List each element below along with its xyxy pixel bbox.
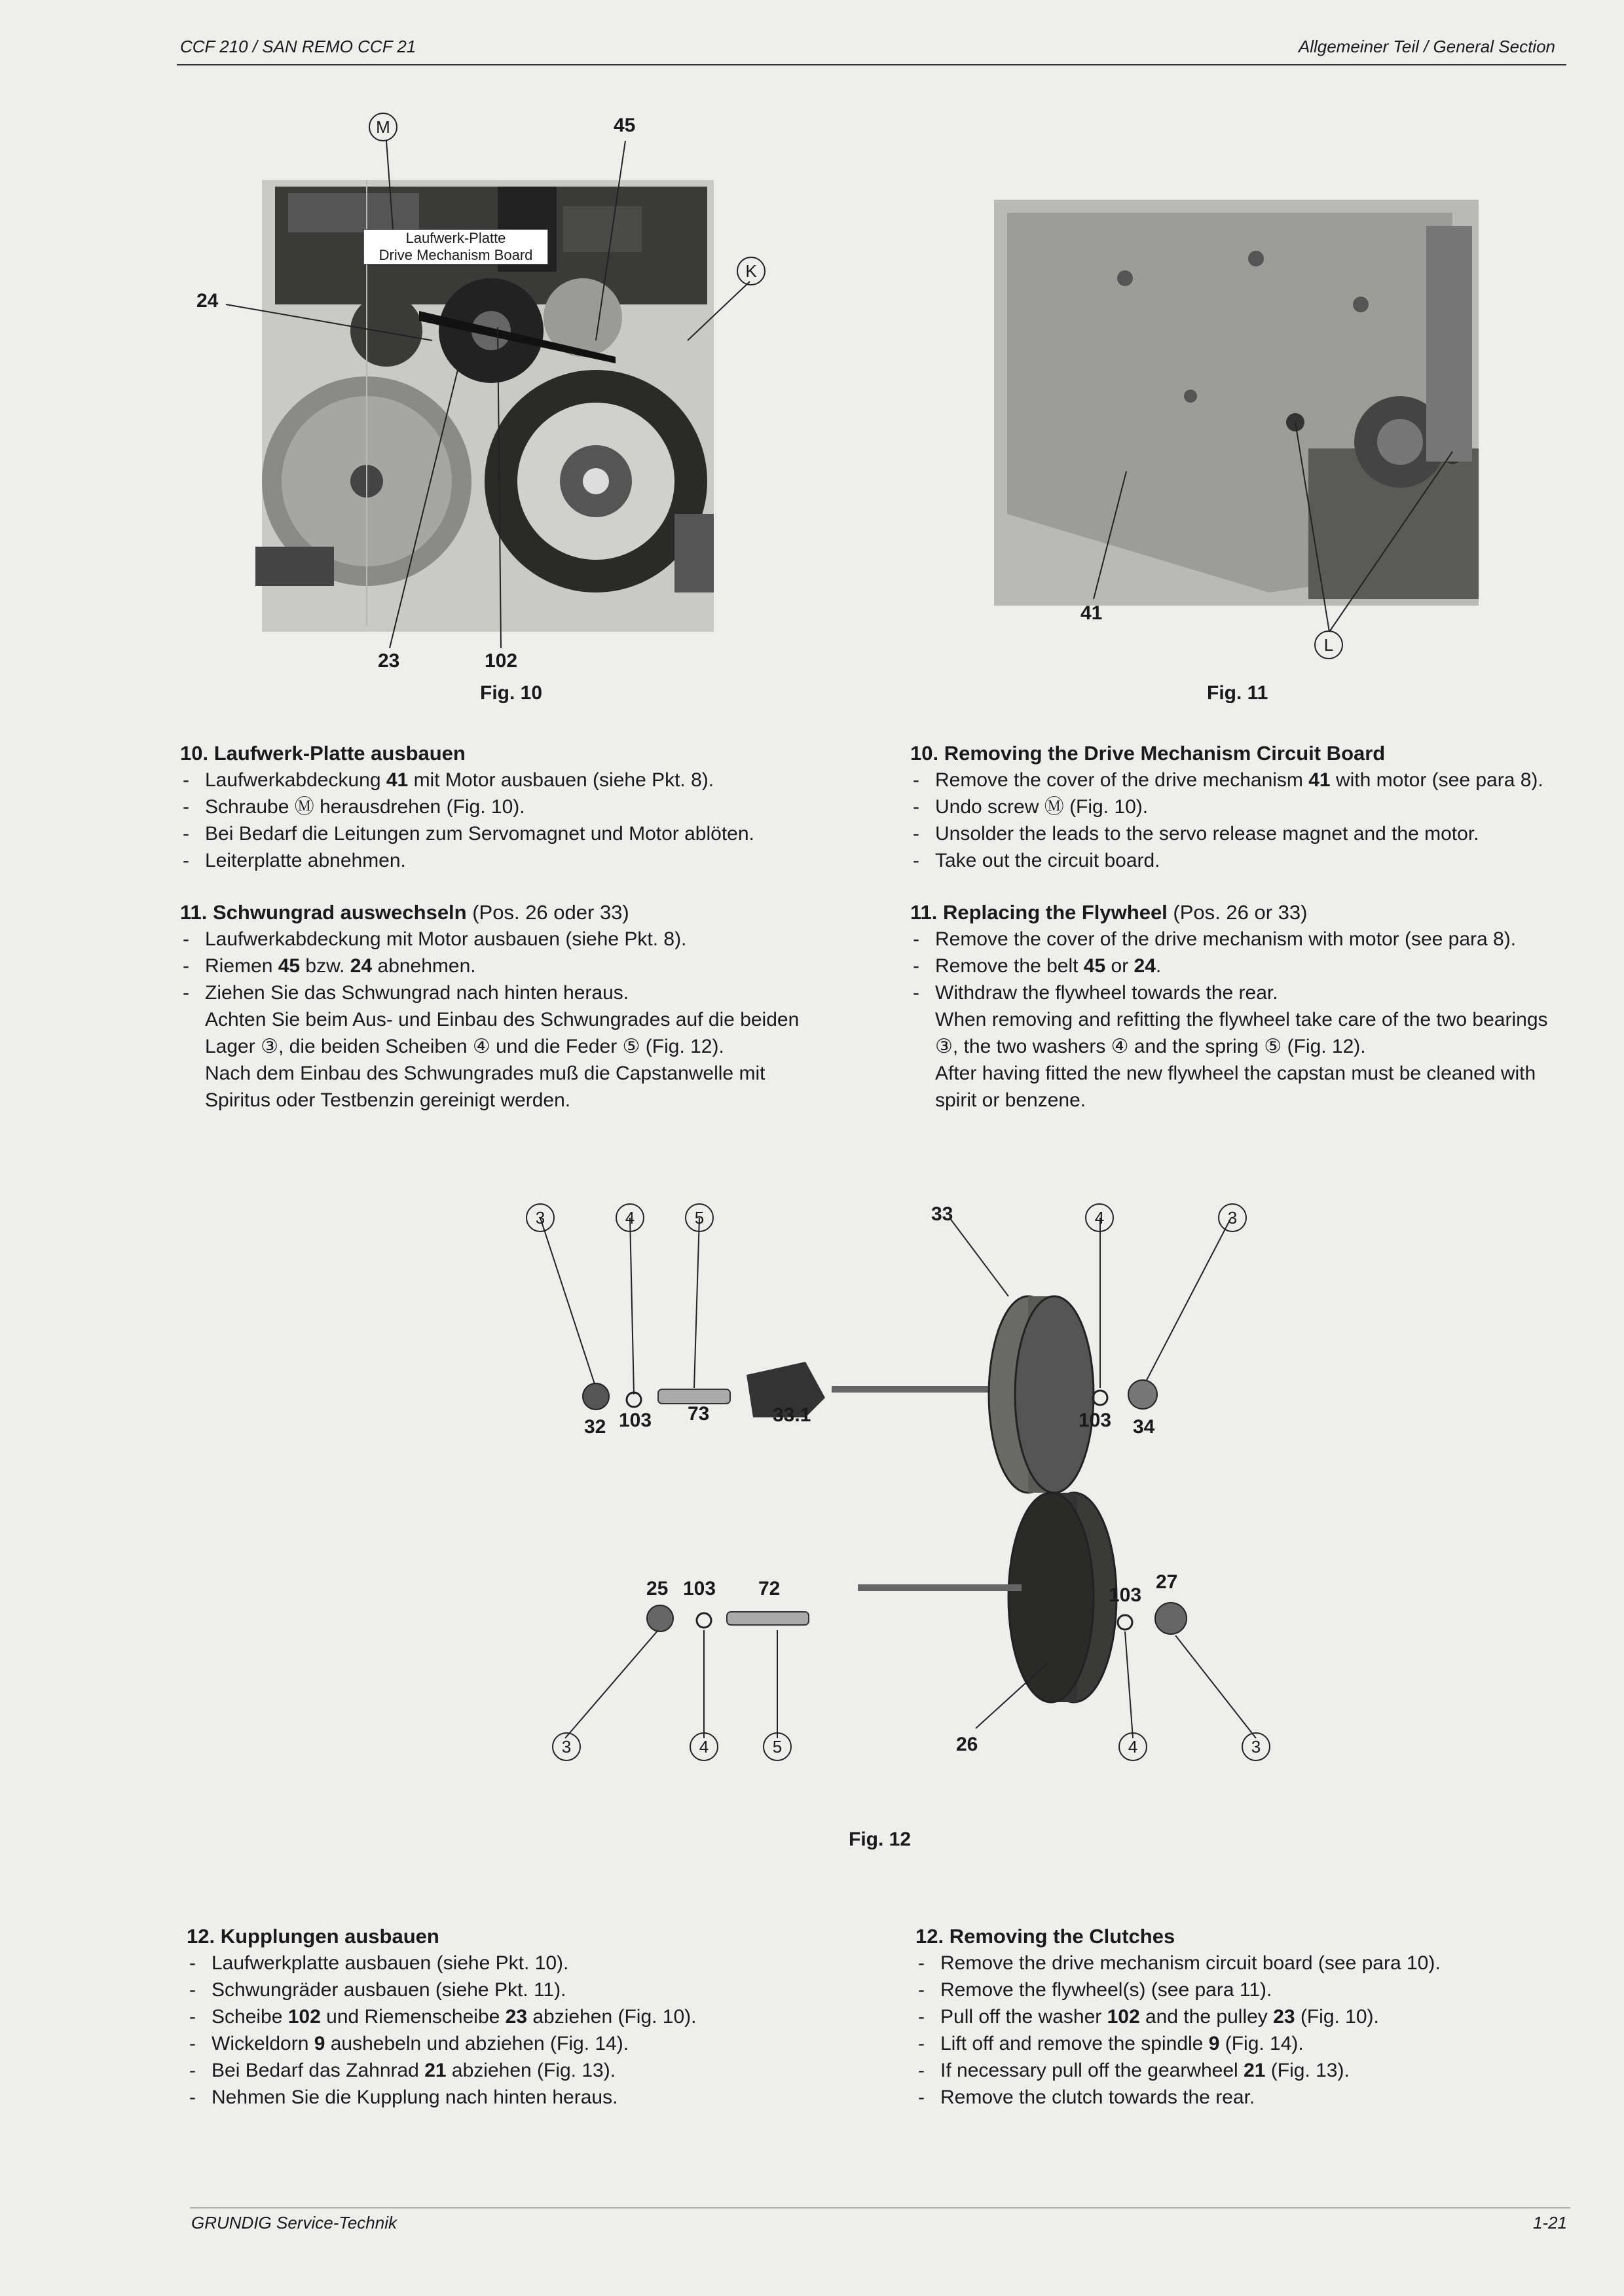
section-12-en [915,1923,1570,2111]
list-item: - Remove the drive mechanism circuit board (see para 10). [915,1950,1570,1977]
fig10-caption: Fig. 10 [480,682,543,704]
fig12-tl-bearing-3: 3 [526,1203,555,1232]
fig12-bl-spring-5: 5 [763,1732,792,1761]
header-left: CCF 210 / SAN REMO CCF 21 [180,37,416,56]
section-10-en [910,740,1572,874]
fig12-tl-103: 103 [619,1410,652,1431]
list-item: - Ziehen Sie das Schwungrad nach hinten heraus. [180,979,835,1006]
section-12-en-title: 12. Removing the Clutches [915,1925,1175,1948]
fig12-drawing [0,1178,1624,1768]
list-item: - Bei Bedarf das Zahnrad 21 abziehen (Fig. 13). [187,2057,841,2084]
fig12-tr-bearing-3: 3 [1218,1203,1247,1232]
fig10-callout-45: 45 [614,115,636,136]
section-12-de [187,1923,841,2111]
list-item: - Leiterplatte abnehmen. [180,847,835,874]
fig12-br-washer-4: 4 [1118,1732,1147,1761]
list-item: - Remove the flywheel(s) (see para 11). [915,1977,1570,2003]
section-11-en-note-1: When removing and refitting the flywheel take care of the two bearings ③, the two washers ④ and the spring ⑤ (Fig. 12). [935,1009,1548,1057]
header-right: Allgemeiner Teil / General Section [1298,37,1555,56]
fig10-board-label-de: Laufwerk-Platte [405,230,506,246]
list-item: - Laufwerkabdeckung mit Motor ausbauen (siehe Pkt. 8). [180,926,835,953]
section-10-de-title: 10. Laufwerk-Platte ausbauen [180,742,466,765]
section-11-de [180,899,835,1114]
fig12-tr-33: 33 [931,1203,953,1225]
fig12-br-103: 103 [1109,1584,1142,1606]
section-11-de-note-1: Achten Sie beim Aus- und Einbau des Schwungrades auf die beiden Lager ③, die beiden Scheiben ④ und die Feder ⑤ (Fig. 12). [205,1009,800,1057]
fig12-tr-washer-4: 4 [1085,1203,1114,1232]
list-item: - Schraube Ⓜ herausdrehen (Fig. 10). [180,793,835,820]
list-item: - Undo screw Ⓜ (Fig. 10). [910,793,1572,820]
list-item: - Pull off the washer 102 and the pulley 23 (Fig. 10). [915,2003,1570,2030]
list-item: - Unsolder the leads to the servo release magnet and the motor. [910,820,1572,847]
list-item: - Take out the circuit board. [910,847,1572,874]
list-item: - Remove the cover of the drive mechanism with motor (see para 8). [910,926,1572,953]
footer-page-number: 1-21 [1532,2213,1567,2232]
section-11-en [910,899,1572,1114]
fig12-tr-34: 34 [1133,1416,1155,1438]
fig11-leader-lines [0,0,1572,687]
fig11-callout-41: 41 [1080,602,1103,624]
fig12-br-27: 27 [1156,1571,1178,1593]
fig12-tl-73: 73 [688,1403,710,1425]
fig12-bl-72: 72 [758,1578,781,1599]
fig12-bl-bearing-3: 3 [552,1732,581,1761]
fig12-br-bearing-3: 3 [1242,1732,1270,1761]
section-11-de-note-2: Nach dem Einbau des Schwungrades muß die Capstanwelle mit Spiritus oder Testbenzin gereinigt werden. [205,1063,766,1111]
list-item: - Lift off and remove the spindle 9 (Fig. 14). [915,2030,1570,2057]
section-10-en-title: 10. Removing the Drive Mechanism Circuit Board [910,742,1386,765]
section-11-de-title: 11. Schwungrad auswechseln (Pos. 26 oder 33) [180,901,629,924]
section-10-de [180,740,835,874]
list-item: - Laufwerkplatte ausbauen (siehe Pkt. 10). [187,1950,841,1977]
fig12-bl-103: 103 [683,1578,716,1599]
fig10-callout-23: 23 [378,650,400,672]
list-item: - Nehmen Sie die Kupplung nach hinten heraus. [187,2084,841,2111]
fig12-tl-32: 32 [584,1416,606,1438]
fig11-callout-l: L [1314,630,1343,659]
fig10-board-label-en: Drive Mechanism Board [378,247,533,263]
list-item: - Schwungräder ausbauen (siehe Pkt. 11). [187,1977,841,2003]
section-12-de-title: 12. Kupplungen ausbauen [187,1925,439,1948]
section-11-en-note-2: After having fitted the new flywheel the capstan must be cleaned with spirit or benzene. [935,1063,1536,1111]
list-item: - Riemen 45 bzw. 24 abnehmen. [180,953,835,979]
fig11-caption: Fig. 11 [1207,682,1268,704]
list-item: - Remove the clutch towards the rear. [915,2084,1570,2111]
list-item: - Bei Bedarf die Leitungen zum Servomagnet und Motor ablöten. [180,820,835,847]
list-item: - If necessary pull off the gearwheel 21 (Fig. 13). [915,2057,1570,2084]
fig12-tl-33-1: 33.1 [773,1404,811,1426]
footer-left: GRUNDIG Service-Technik [191,2213,397,2232]
fig10-callout-k: K [737,257,766,285]
fig10-callout-102: 102 [485,650,518,672]
fig12-caption: Fig. 12 [849,1829,912,1850]
fig10-callout-m: M [369,113,397,141]
fig12-bl-25: 25 [646,1578,669,1599]
section-11-en-title: 11. Replacing the Flywheel (Pos. 26 or 33) [910,901,1308,924]
list-item: - Scheibe 102 und Riemenscheibe 23 abziehen (Fig. 10). [187,2003,841,2030]
fig12-bl-washer-4: 4 [690,1732,718,1761]
fig10-callout-24: 24 [196,290,219,312]
list-item: - Remove the belt 45 or 24. [910,953,1572,979]
list-item: - Withdraw the flywheel towards the rear. [910,979,1572,1006]
list-item: - Remove the cover of the drive mechanism 41 with motor (see para 8). [910,767,1572,793]
fig12-tr-103: 103 [1079,1410,1112,1431]
fig12-br-26: 26 [956,1734,978,1755]
fig12-tl-spring-5: 5 [685,1203,714,1232]
list-item: - Laufwerkabdeckung 41 mit Motor ausbauen (siehe Pkt. 8). [180,767,835,793]
list-item: - Wickeldorn 9 aushebeln und abziehen (Fig. 14). [187,2030,841,2057]
fig12-tl-washer-4: 4 [616,1203,644,1232]
